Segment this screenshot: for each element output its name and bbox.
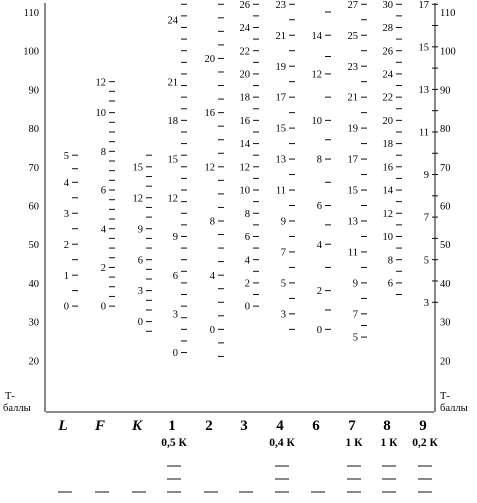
raw-score-label: 26 [239,0,250,11]
right-t-axis-label: Т- [440,391,450,402]
left-t-tick-label: 40 [28,278,39,290]
raw-score-label: 0 [63,301,69,313]
raw-score-label: 11 [347,247,358,259]
raw-score-label: 8 [244,208,250,220]
raw-score-label: 9 [172,232,178,244]
right-t-tick-label: 80 [440,124,451,136]
right-t-tick-label: 70 [440,162,451,174]
left-t-tick-label: 50 [28,240,39,252]
raw-score-label: 14 [382,185,393,197]
scale-name-label: K [131,418,143,434]
left-t-tick-label: 90 [28,85,39,97]
right-t-tick-label: 30 [440,317,451,329]
raw-score-label: 21 [347,92,358,104]
raw-score-label: 12 [204,162,215,174]
raw-score-label: 4 [244,255,250,267]
raw-score-label: 17 [418,0,429,11]
raw-score-label: 19 [347,123,358,135]
raw-score-label: 6 [172,270,178,282]
scale-columns [64,0,438,359]
raw-score-label: 3 [172,309,178,321]
right-t-tick-label: 110 [440,8,456,19]
raw-score-label: 27 [347,0,358,11]
raw-score-label: 17 [275,92,286,104]
raw-score-label: 10 [382,232,393,244]
scale-header-row [57,418,438,492]
column-3 [240,0,260,313]
raw-score-label: 5 [423,255,429,267]
raw-score-label: 8 [387,255,393,267]
raw-score-label: 12 [239,162,250,174]
raw-score-label: 28 [382,23,393,35]
raw-score-label: 30 [382,0,393,11]
raw-score-label: 0 [137,317,143,329]
raw-score-label: 15 [132,162,143,174]
raw-score-label: 12 [311,69,322,81]
raw-score-label: 9 [352,278,358,290]
raw-score-label: 20 [239,69,250,81]
raw-score-label: 17 [347,154,358,166]
right-t-tick-label: 20 [440,356,451,368]
raw-score-label: 19 [275,61,286,73]
right-t-tick-label: 40 [440,278,451,290]
right-t-tick-label: 100 [440,46,456,58]
raw-score-label: 3 [63,208,69,220]
left-t-tick-label: 20 [28,356,39,368]
raw-score-label: 11 [275,185,286,197]
raw-score-label: 22 [239,46,250,58]
raw-score-label: 1 [63,270,69,282]
left-t-tick-label: 100 [23,46,39,58]
raw-score-label: 0 [316,324,322,336]
raw-score-label: 5 [280,278,286,290]
raw-score-label: 6 [387,278,393,290]
raw-score-label: 12 [132,193,143,205]
raw-score-label: 18 [239,92,250,104]
raw-score-label: 4 [316,239,322,251]
left-t-axis-label: Т- [5,391,15,402]
k-correction-label: 1 К [380,437,398,449]
raw-score-label: 2 [244,278,250,290]
raw-score-label: 10 [239,185,250,197]
raw-score-label: 7 [352,309,358,321]
raw-score-label: 0 [100,301,106,313]
raw-score-label: 23 [347,61,358,73]
raw-score-label: 3 [423,297,429,309]
raw-score-label: 20 [204,54,215,66]
raw-score-label: 9 [137,224,143,236]
column-8 [383,0,403,295]
column-7 [348,0,368,344]
raw-score-label: 21 [167,77,178,89]
raw-score-label: 14 [311,30,322,42]
raw-score-label: 24 [382,69,393,81]
raw-score-label: 16 [204,108,215,120]
raw-score-label: 8 [209,216,215,228]
raw-score-label: 3 [280,309,286,321]
raw-score-label: 12 [95,77,106,89]
raw-score-label: 23 [275,0,286,11]
left-t-tick-label: 70 [28,162,39,174]
raw-score-label: 15 [167,154,178,166]
raw-score-label: 7 [423,212,429,224]
scale-name-label: 4 [276,418,284,434]
raw-score-label: 5 [352,332,358,344]
right-t-tick-label: 60 [440,201,451,213]
raw-score-label: 4 [63,177,69,189]
right-t-tick-label: 50 [440,240,451,252]
scale-name-label: 2 [205,418,213,434]
raw-score-label: 21 [275,30,286,42]
left-t-tick-label: 80 [28,124,39,136]
raw-score-label: 0 [209,324,215,336]
column-2 [205,4,225,356]
column-F [96,77,116,312]
raw-score-label: 24 [239,23,250,35]
raw-score-label: 15 [275,123,286,135]
raw-score-label: 10 [95,108,106,120]
raw-score-label: 9 [423,170,429,182]
raw-score-label: 8 [316,154,322,166]
raw-score-label: 22 [382,92,393,104]
raw-score-label: 13 [418,85,429,96]
k-correction-label: 0,2 К [412,437,438,449]
raw-score-label: 12 [382,208,393,220]
raw-score-label: 2 [100,263,106,275]
left-t-tick-label: 60 [28,201,39,213]
raw-score-label: 12 [167,193,178,205]
raw-score-label: 8 [100,146,106,158]
raw-score-label: 14 [239,139,250,151]
raw-score-label: 10 [311,115,322,127]
scale-name-label: 6 [312,418,320,434]
k-correction-label: 1 К [345,437,363,449]
raw-score-label: 4 [209,270,215,282]
left-t-tick-label: 110 [23,8,39,19]
raw-score-label: 18 [167,115,178,127]
scale-name-label: L [58,418,68,434]
raw-score-label: 11 [418,127,429,139]
k-correction-label: 0,4 К [269,437,295,449]
right-t-tick-label: 90 [440,85,451,97]
raw-score-label: 4 [100,224,106,236]
t-score-axes [3,3,468,414]
raw-score-label: 15 [418,42,429,54]
k-correction-label: 0,5 К [161,437,187,449]
raw-score-label: 13 [275,154,286,166]
column-1 [168,4,188,359]
raw-score-label: 6 [137,255,143,267]
left-t-axis-label: баллы [3,403,31,414]
raw-score-label: 0 [244,301,250,313]
raw-score-label: 16 [239,115,250,127]
raw-score-label: 13 [347,216,358,228]
scale-name-label: 8 [383,418,391,434]
raw-score-label: 26 [382,46,393,58]
raw-score-label: 6 [316,201,322,213]
raw-score-label: 9 [280,216,286,228]
raw-score-label: 25 [347,30,358,42]
column-K [133,155,153,331]
raw-score-label: 0 [172,348,178,360]
scale-name-label: 1 [168,418,176,434]
raw-score-label: 24 [167,15,178,27]
column-6 [312,12,332,336]
column-4 [276,0,296,329]
right-t-axis-label: баллы [440,403,468,414]
raw-score-label: 20 [382,115,393,127]
scale-name-label: 3 [240,418,248,434]
scale-name-label: F [94,418,106,434]
raw-score-label: 16 [382,162,393,174]
raw-score-label: 2 [63,239,69,251]
raw-score-label: 18 [382,139,393,151]
raw-score-label: 5 [63,150,69,162]
column-L [64,151,78,313]
raw-score-label: 7 [280,247,286,259]
raw-score-label: 6 [244,232,250,244]
raw-score-label: 6 [100,185,106,197]
raw-score-label: 3 [137,286,143,298]
left-t-tick-label: 30 [28,317,39,329]
scale-name-label: 9 [419,418,427,434]
raw-score-label: 2 [316,286,322,298]
scale-name-label: 7 [348,418,356,434]
raw-score-label: 15 [347,185,358,197]
